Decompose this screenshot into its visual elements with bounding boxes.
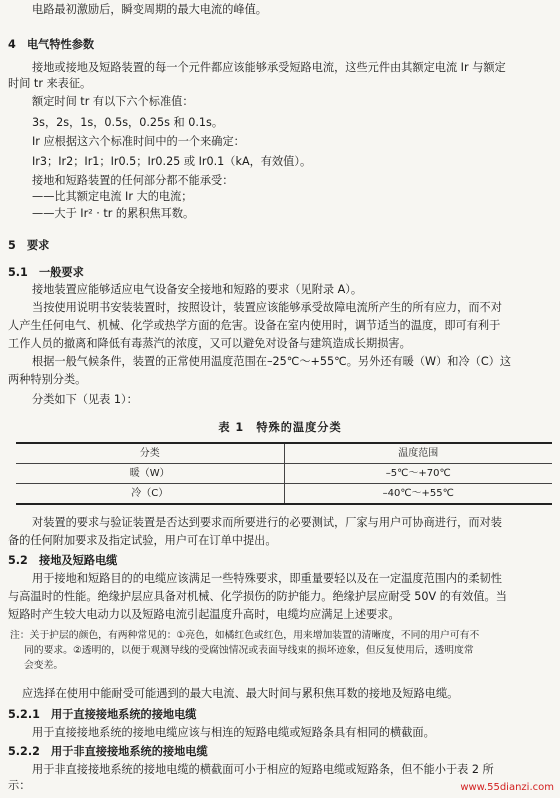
para-after-table (0, 515, 560, 549)
table-header-cell: 分类 (16, 443, 284, 464)
heading: 5.2.1 用于直接接地系统的接地电缆 (8, 708, 197, 721)
table-header-row (16, 443, 552, 464)
text-line: 电路最初激励后，瞬变周期的最大电流的峰值。 (32, 3, 267, 16)
text-line: ——大于 Ir² · tr 的累积焦耳数。 (32, 207, 195, 220)
text-line: 短路时产生较大电动力以及短路电流引起温度升高时，电缆均应满足上述要求。 (8, 608, 400, 621)
text-line: 接地装置应能够适应电气设备安全接地和短路的要求（见附录 A）。 (32, 283, 363, 296)
text-line: 接地或接地及短路装置的每一个元件都应该能够承受短路电流，这些元件由其额定电流 Ir 与额定 (32, 61, 506, 74)
section-5-1-body (0, 282, 560, 408)
table-cell: 暖（W） (16, 464, 284, 484)
text-line: 用于直接接地系统的接地电缆应该与相连的短路电缆或短路条具有相同的横截面。 (32, 726, 435, 739)
table-cell: 冷（C） (16, 484, 284, 505)
note-block (0, 628, 560, 673)
text-line: 根据一般气候条件，装置的正常使用温度范围在–25℃～+55℃。另外还有暖（W）和冷（C）这 (32, 355, 512, 368)
text-line: 示： (8, 779, 31, 792)
section-4-body (0, 60, 560, 222)
table-row (16, 484, 552, 505)
temperature-table (16, 442, 552, 505)
text-line: 额定时间 tr 有以下六个标准值： (32, 95, 194, 108)
text-line: 3s，2s，1s，0.5s，0.25s 和 0.1s。 (32, 116, 224, 129)
text-line: Ir3；Ir2；Ir1；Ir0.5；Ir0.25 或 Ir0.1（kA，有效值）。 (32, 155, 312, 168)
text-line: 用于接地和短路目的的电缆应该满足一些特殊要求，即重量要轻以及在一定温度范围内的柔韧性 (32, 572, 502, 585)
table-cell: –5℃～+70℃ (284, 464, 552, 484)
section-5-2-2-heading (8, 744, 560, 760)
text-line: ——比其额定电流 Ir 大的电流； (32, 190, 193, 203)
text-line: 分类如下（见表 1）： (32, 393, 138, 406)
para-top (0, 2, 560, 18)
text-line: 人产生任何电气、机械、化学或热学方面的危害。设备在室内使用时，调节适当的温度，即可有利于 (8, 319, 501, 332)
text-line: 应选择在使用中能耐受可能遇到的最大电流、最大时间与累积焦耳数的接地及短路电缆。 (22, 687, 459, 700)
text-line: 与高温时的性能。绝缘护层应具备对机械、化学损伤的防护能力。绝缘护层应耐受 50V 的有效值。当 (8, 590, 507, 603)
note-line: 注：关于护层的颜色，有两种常见的：①亮色，如橘红色或红色，用来增加装置的清晰度，不同的用户可有不 (10, 630, 480, 641)
heading: 5.2 接地及短路电缆 (8, 554, 118, 567)
text-line: 工作人员的撤离和降低有毒蒸汽的浓度，又可以避免对设备与建筑造成长期损害。 (8, 337, 411, 350)
heading: 5 要求 (8, 239, 50, 252)
text-line: 备的任何附加要求及指定试验，用户可在订单中提出。 (8, 534, 277, 547)
site-watermark: www.55dianzi.com (460, 782, 554, 793)
table-cell: –40℃～+55℃ (382, 487, 454, 499)
section-5-2-heading (8, 553, 560, 569)
table-header-cell: 温度范围 (284, 443, 552, 464)
text-line: 当按使用说明书安装装置时，按照设计，装置应该能够承受故障电流所产生的所有应力，而不对 (32, 301, 502, 314)
heading: 4 电气特性参数 (8, 38, 95, 51)
table-caption: 表 1 特殊的温度分类 (218, 421, 342, 434)
note-line: 会变差。 (24, 660, 64, 671)
text-line: 接地和短路装置的任何部分都不能承受： (32, 174, 234, 187)
table-row (16, 464, 552, 484)
para-select-cable (0, 686, 560, 702)
section-5-2-1-body (0, 725, 560, 741)
text-line: 两种特别分类。 (8, 373, 87, 386)
text-line: 时间 tr 来表征。 (8, 77, 92, 90)
section-4-heading (8, 37, 560, 53)
heading: 5.2.2 用于非直接接地系统的接地电缆 (8, 745, 208, 758)
text-line: 对装置的要求与验证装置是否达到要求而所要进行的必要测试，厂家与用户可协商进行，而对装 (32, 516, 502, 529)
text-line: 用于非直接接地系统的接地电缆的横截面可小于相应的短路电缆或短路条，但不能小于表 2 所 (32, 763, 494, 776)
heading: 5.1 一般要求 (8, 266, 84, 279)
section-5-1-heading (8, 265, 560, 281)
section-5-2-1-heading (8, 707, 560, 723)
section-5-heading (8, 238, 560, 254)
section-5-2-body (0, 571, 560, 623)
note-line: 同的要求。②透明的，以便于观测导线的受腐蚀情况或表面导线束的损坏迹象，但反复使用后，透明度常 (24, 645, 474, 656)
text-line: Ir 应根据这六个标准时间中的一个来确定： (32, 135, 245, 148)
